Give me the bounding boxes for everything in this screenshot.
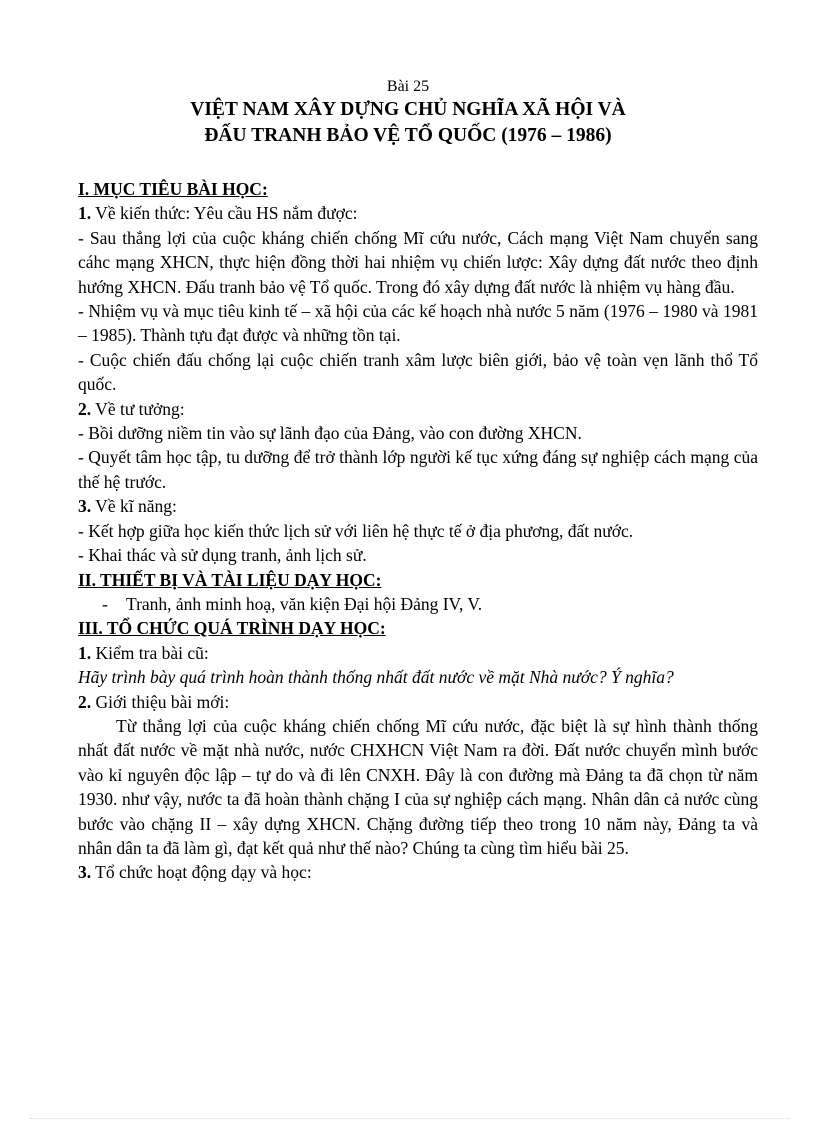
thought-number: 2. [78, 398, 92, 419]
check-subheading [78, 641, 758, 665]
skill-label: Về kĩ năng: [91, 496, 177, 517]
check-label: Kiểm tra bài cũ: [91, 642, 209, 663]
skill-subheading [78, 494, 758, 518]
intro-label: Giới thiệu bài mới: [91, 691, 230, 712]
check-number: 1. [78, 642, 92, 663]
thought-label: Về tư tưởng: [91, 398, 185, 419]
skill-number: 3. [78, 496, 92, 517]
section-1-heading: I. MỤC TIÊU BÀI HỌC: [78, 179, 268, 199]
organization-number: 3. [78, 862, 92, 883]
skill-item-2: - Khai thác và sử dụng tranh, ảnh lịch sử. [78, 545, 367, 566]
knowledge-item-1: - Sau thắng lợi của cuộc kháng chiến chống Mĩ cứu nước, Cách mạng Việt Nam chuyển sang cáhc mạng XHCN, thực hiện đồng thời hai nhiệm vụ chiến lược: Xây dựng đất nước theo định hướng XHCN. Đấu tranh bảo vệ Tổ quốc. Trong đó xây dựng đất nước là nhiệm vụ hàng đầu. [78, 227, 758, 297]
knowledge-label: Về kiến thức: Yêu cầu HS nắm được: [91, 203, 358, 224]
intro-paragraph: Từ thắng lợi của cuộc kháng chiến chống Mĩ cứu nước, đặc biệt là sự hình thành thống nhất đất nước về mặt nhà nước, nước CHXHCN Việt Nam ra đời. Đất nước chuyển mình bước vào kỉ nguyên độc lập – tự do và đi lên CNXH. Đây là con đường mà Đảng ta đã chọn từ năm 1930. như vậy, nước ta đã hoàn thành chặng I của sự nghiệp cách mạng. Nhân dân cả nước cùng bước vào chặng II – xây dựng XHCN. Chặng đường tiếp theo trong 10 năm này, Đảng ta và nhân dân ta đã làm gì, đạt kết quả như thế nào? Chúng ta cùng tìm hiểu bài 25. [78, 715, 758, 858]
organization-label: Tổ chức hoạt động dạy và học: [91, 862, 312, 883]
thought-item-1: - Bồi dưỡng niềm tin vào sự lãnh đạo của Đảng, vào con đường XHCN. [78, 423, 582, 444]
equipment-item [78, 592, 758, 616]
document-body [78, 177, 758, 885]
thought-subheading [78, 397, 758, 421]
intro-number: 2. [78, 691, 92, 712]
page-bottom-divider [30, 1118, 790, 1119]
section-2-heading: II. THIẾT BỊ VÀ TÀI LIỆU DẠY HỌC: [78, 569, 382, 590]
skill-item-1: - Kết hợp giữa học kiến thức lịch sử với liên hệ thực tế ở địa phương, đất nước. [78, 520, 634, 541]
lesson-title-line-2: ĐẤU TRANH BẢO VỆ TỔ QUỐC (1976 – 1986) [204, 125, 612, 146]
knowledge-number: 1. [78, 203, 92, 224]
equipment-text: Tranh, ảnh minh hoạ, văn kiện Đại hội Đảng IV, V. [126, 593, 483, 614]
knowledge-subheading [78, 201, 758, 225]
knowledge-item-3: - Cuộc chiến đấu chống lại cuộc chiến tranh xâm lược biên giới, bảo vệ toàn vẹn lãnh thổ Tổ quốc. [78, 349, 758, 395]
organization-subheading [78, 860, 758, 884]
knowledge-item-2: - Nhiệm vụ và mục tiêu kinh tế – xã hội của các kế hoạch nhà nước 5 năm (1976 – 1980 và 1981 – 1985). Thành tựu đạt được và những tồn tại. [78, 301, 758, 346]
check-question: Hãy trình bày quá trình hoàn thành thống nhất đất nước về mặt Nhà nước? Ý nghĩa? [78, 667, 674, 688]
intro-subheading [78, 690, 758, 714]
lesson-title-line-1: VIỆT NAM XÂY DỰNG CHỦ NGHĨA XÃ HỘI VÀ [190, 99, 626, 120]
lesson-number: Bài 25 [386, 78, 430, 95]
equipment-dash: - [102, 593, 108, 614]
section-3-heading: III. TỔ CHỨC QUÁ TRÌNH DẠY HỌC: [78, 618, 386, 639]
thought-item-2: - Quyết tâm học tập, tu dưỡng để trở thành lớp người kế tục xứng đáng sự nghiệp cách mạng của thế hệ trước. [78, 447, 758, 492]
